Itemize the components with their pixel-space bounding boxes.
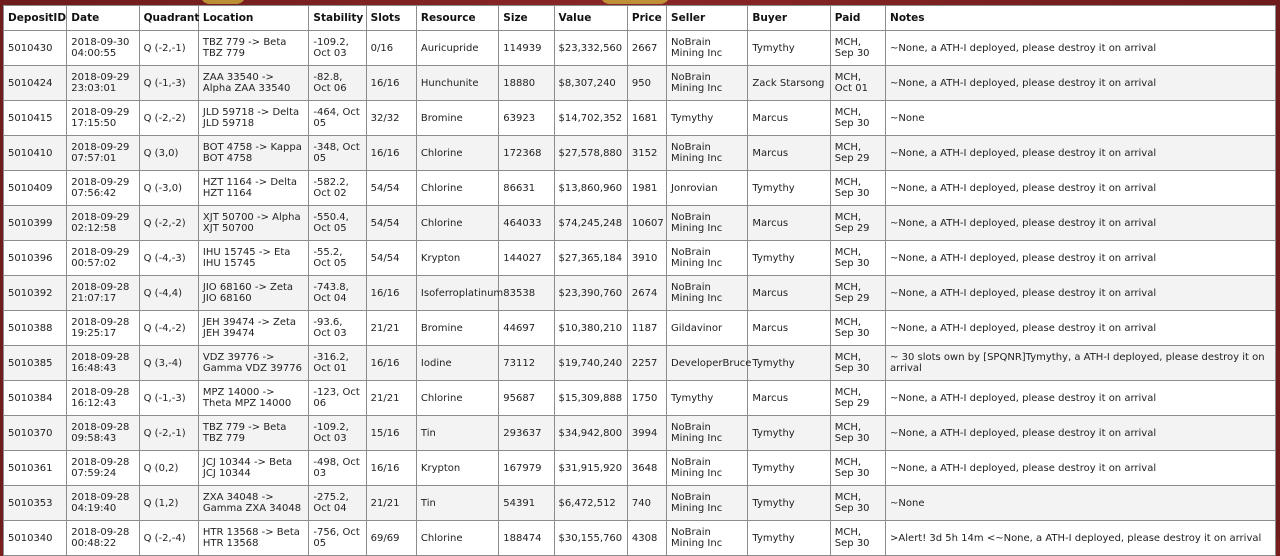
column-header-date[interactable]: Date xyxy=(67,6,139,31)
cell-location: JLD 59718 -> Delta JLD 59718 xyxy=(198,101,309,136)
cell-date: 2018-09-28 07:59:24 xyxy=(67,451,139,486)
cell-price: 4308 xyxy=(627,521,666,556)
cell-size: 167979 xyxy=(499,451,554,486)
cell-price: 1681 xyxy=(627,101,666,136)
cell-stability: -316.2, Oct 01 xyxy=(309,346,366,381)
cell-paid: MCH, Sep 29 xyxy=(830,276,885,311)
cell-location: JIO 68160 -> Zeta JIO 68160 xyxy=(198,276,309,311)
cell-date: 2018-09-28 19:25:17 xyxy=(67,311,139,346)
banner-emblem-decoration xyxy=(200,0,246,4)
cell-date: 2018-09-29 07:57:01 xyxy=(67,136,139,171)
cell-stability: -348, Oct 05 xyxy=(309,136,366,171)
cell-price: 740 xyxy=(627,486,666,521)
cell-stability: -55.2, Oct 05 xyxy=(309,241,366,276)
cell-stability: -82.8, Oct 06 xyxy=(309,66,366,101)
cell-quadrant: Q (1,2) xyxy=(139,486,198,521)
table-header-row xyxy=(4,6,1276,31)
cell-stability: -93.6, Oct 03 xyxy=(309,311,366,346)
cell-stability: -123, Oct 06 xyxy=(309,381,366,416)
cell-location: JEH 39474 -> Zeta JEH 39474 xyxy=(198,311,309,346)
cell-price: 10607 xyxy=(627,206,666,241)
cell-location: HTR 13568 -> Beta HTR 13568 xyxy=(198,521,309,556)
cell-stability: -550.4, Oct 05 xyxy=(309,206,366,241)
cell-seller: Gildavinor xyxy=(667,311,748,346)
cell-slots: 16/16 xyxy=(366,346,416,381)
cell-date: 2018-09-28 04:19:40 xyxy=(67,486,139,521)
column-header-depositid[interactable]: DepositID xyxy=(4,6,67,31)
cell-price: 3648 xyxy=(627,451,666,486)
cell-value: $6,472,512 xyxy=(554,486,627,521)
cell-value: $27,578,880 xyxy=(554,136,627,171)
cell-value: $30,155,760 xyxy=(554,521,627,556)
cell-paid: MCH, Sep 29 xyxy=(830,136,885,171)
cell-deposit-id: 5010385 xyxy=(4,346,67,381)
cell-deposit-id: 5010370 xyxy=(4,416,67,451)
cell-slots: 54/54 xyxy=(366,206,416,241)
cell-slots: 16/16 xyxy=(366,451,416,486)
cell-size: 293637 xyxy=(499,416,554,451)
column-header-size[interactable]: Size xyxy=(499,6,554,31)
cell-size: 73112 xyxy=(499,346,554,381)
cell-notes: ~ 30 slots own by [SPQNR]Tymythy, a ATH-I deployed, please destroy it on arrival xyxy=(886,346,1276,381)
cell-resource: Bromine xyxy=(416,101,498,136)
cell-slots: 21/21 xyxy=(366,381,416,416)
cell-deposit-id: 5010430 xyxy=(4,31,67,66)
cell-deposit-id: 5010396 xyxy=(4,241,67,276)
cell-slots: 16/16 xyxy=(366,66,416,101)
cell-paid: MCH, Sep 30 xyxy=(830,101,885,136)
cell-quadrant: Q (-2,-4) xyxy=(139,521,198,556)
cell-location: JCJ 10344 -> Beta JCJ 10344 xyxy=(198,451,309,486)
cell-stability: -109.2, Oct 03 xyxy=(309,31,366,66)
cell-deposit-id: 5010410 xyxy=(4,136,67,171)
cell-resource: Tin xyxy=(416,416,498,451)
cell-notes: ~None, a ATH-I deployed, please destroy it on arrival xyxy=(886,311,1276,346)
cell-notes: ~None xyxy=(886,101,1276,136)
cell-buyer: Tymythy xyxy=(748,241,830,276)
cell-resource: Krypton xyxy=(416,241,498,276)
cell-quadrant: Q (-4,4) xyxy=(139,276,198,311)
cell-size: 188474 xyxy=(499,521,554,556)
cell-deposit-id: 5010409 xyxy=(4,171,67,206)
cell-resource: Krypton xyxy=(416,451,498,486)
cell-slots: 21/21 xyxy=(366,311,416,346)
cell-slots: 32/32 xyxy=(366,101,416,136)
cell-quadrant: Q (-2,-1) xyxy=(139,416,198,451)
cell-slots: 15/16 xyxy=(366,416,416,451)
column-header-location[interactable]: Location xyxy=(198,6,309,31)
column-header-notes[interactable]: Notes xyxy=(886,6,1276,31)
cell-value: $27,365,184 xyxy=(554,241,627,276)
table-row[interactable] xyxy=(4,381,1276,416)
cell-buyer: Tymythy xyxy=(748,521,830,556)
cell-slots: 54/54 xyxy=(366,171,416,206)
cell-slots: 16/16 xyxy=(366,276,416,311)
cell-price: 2257 xyxy=(627,346,666,381)
cell-deposit-id: 5010384 xyxy=(4,381,67,416)
cell-stability: -498, Oct 03 xyxy=(309,451,366,486)
cell-paid: MCH, Sep 30 xyxy=(830,416,885,451)
cell-stability: -756, Oct 05 xyxy=(309,521,366,556)
cell-deposit-id: 5010361 xyxy=(4,451,67,486)
cell-buyer: Tymythy xyxy=(748,31,830,66)
cell-price: 950 xyxy=(627,66,666,101)
cell-buyer: Tymythy xyxy=(748,171,830,206)
cell-date: 2018-09-29 00:57:02 xyxy=(67,241,139,276)
cell-notes: ~None, a ATH-I deployed, please destroy it on arrival xyxy=(886,206,1276,241)
cell-paid: MCH, Sep 30 xyxy=(830,171,885,206)
cell-buyer: Zack Starsong xyxy=(748,66,830,101)
cell-seller: NoBrain Mining Inc xyxy=(667,241,748,276)
cell-notes: >Alert! 3d 5h 14m <~None, a ATH-I deployed, please destroy it on arrival xyxy=(886,521,1276,556)
table-row[interactable] xyxy=(4,521,1276,556)
cell-location: IHU 15745 -> Eta IHU 15745 xyxy=(198,241,309,276)
cell-paid: MCH, Oct 01 xyxy=(830,66,885,101)
cell-resource: Isoferroplatinum xyxy=(416,276,498,311)
cell-date: 2018-09-29 07:56:42 xyxy=(67,171,139,206)
cell-price: 1187 xyxy=(627,311,666,346)
cell-seller: NoBrain Mining Inc xyxy=(667,276,748,311)
cell-location: TBZ 779 -> Beta TBZ 779 xyxy=(198,416,309,451)
cell-location: BOT 4758 -> Kappa BOT 4758 xyxy=(198,136,309,171)
cell-buyer: Marcus xyxy=(748,276,830,311)
cell-buyer: Marcus xyxy=(748,381,830,416)
cell-date: 2018-09-28 16:48:43 xyxy=(67,346,139,381)
table-row[interactable] xyxy=(4,66,1276,101)
cell-quadrant: Q (3,-4) xyxy=(139,346,198,381)
cell-value: $31,915,920 xyxy=(554,451,627,486)
cell-buyer: Marcus xyxy=(748,311,830,346)
cell-value: $8,307,240 xyxy=(554,66,627,101)
cell-buyer: Marcus xyxy=(748,101,830,136)
table-row[interactable] xyxy=(4,416,1276,451)
cell-price: 3152 xyxy=(627,136,666,171)
cell-location: VDZ 39776 -> Gamma VDZ 39776 xyxy=(198,346,309,381)
table-row[interactable] xyxy=(4,241,1276,276)
cell-seller: NoBrain Mining Inc xyxy=(667,486,748,521)
cell-slots: 16/16 xyxy=(366,136,416,171)
cell-location: HZT 1164 -> Delta HZT 1164 xyxy=(198,171,309,206)
cell-deposit-id: 5010415 xyxy=(4,101,67,136)
cell-deposit-id: 5010353 xyxy=(4,486,67,521)
cell-notes: ~None, a ATH-I deployed, please destroy it on arrival xyxy=(886,381,1276,416)
column-header-value[interactable]: Value xyxy=(554,6,627,31)
cell-quadrant: Q (-2,-2) xyxy=(139,206,198,241)
cell-size: 172368 xyxy=(499,136,554,171)
cell-value: $23,332,560 xyxy=(554,31,627,66)
cell-date: 2018-09-28 21:07:17 xyxy=(67,276,139,311)
cell-notes: ~None, a ATH-I deployed, please destroy it on arrival xyxy=(886,276,1276,311)
cell-resource: Chlorine xyxy=(416,171,498,206)
cell-deposit-id: 5010392 xyxy=(4,276,67,311)
cell-seller: Tymythy xyxy=(667,101,748,136)
cell-seller: NoBrain Mining Inc xyxy=(667,451,748,486)
table-row[interactable] xyxy=(4,101,1276,136)
table-row[interactable] xyxy=(4,346,1276,381)
cell-seller: Jonrovian xyxy=(667,171,748,206)
cell-quadrant: Q (0,2) xyxy=(139,451,198,486)
cell-size: 83538 xyxy=(499,276,554,311)
cell-paid: MCH, Sep 29 xyxy=(830,206,885,241)
cell-paid: MCH, Sep 30 xyxy=(830,521,885,556)
cell-size: 95687 xyxy=(499,381,554,416)
cell-slots: 54/54 xyxy=(366,241,416,276)
cell-value: $19,740,240 xyxy=(554,346,627,381)
table-row[interactable] xyxy=(4,451,1276,486)
cell-seller: NoBrain Mining Inc xyxy=(667,416,748,451)
cell-notes: ~None, a ATH-I deployed, please destroy it on arrival xyxy=(886,171,1276,206)
cell-size: 54391 xyxy=(499,486,554,521)
cell-location: ZAA 33540 -> Alpha ZAA 33540 xyxy=(198,66,309,101)
cell-paid: MCH, Sep 30 xyxy=(830,451,885,486)
cell-paid: MCH, Sep 30 xyxy=(830,31,885,66)
cell-resource: Auricupride xyxy=(416,31,498,66)
cell-notes: ~None xyxy=(886,486,1276,521)
cell-location: ZXA 34048 -> Gamma ZXA 34048 xyxy=(198,486,309,521)
cell-size: 63923 xyxy=(499,101,554,136)
cell-buyer: Tymythy xyxy=(748,451,830,486)
column-header-slots[interactable]: Slots xyxy=(366,6,416,31)
column-header-seller[interactable]: Seller xyxy=(667,6,748,31)
cell-resource: Hunchunite xyxy=(416,66,498,101)
cell-notes: ~None, a ATH-I deployed, please destroy it on arrival xyxy=(886,416,1276,451)
cell-notes: ~None, a ATH-I deployed, please destroy it on arrival xyxy=(886,31,1276,66)
cell-quadrant: Q (-4,-3) xyxy=(139,241,198,276)
cell-slots: 69/69 xyxy=(366,521,416,556)
cell-value: $74,245,248 xyxy=(554,206,627,241)
cell-quadrant: Q (-4,-2) xyxy=(139,311,198,346)
cell-stability: -275.2, Oct 04 xyxy=(309,486,366,521)
cell-date: 2018-09-30 04:00:55 xyxy=(67,31,139,66)
cell-value: $13,860,960 xyxy=(554,171,627,206)
cell-buyer: Marcus xyxy=(748,136,830,171)
cell-location: MPZ 14000 -> Theta MPZ 14000 xyxy=(198,381,309,416)
cell-value: $10,380,210 xyxy=(554,311,627,346)
cell-slots: 0/16 xyxy=(366,31,416,66)
cell-notes: ~None, a ATH-I deployed, please destroy it on arrival xyxy=(886,136,1276,171)
cell-resource: Tin xyxy=(416,486,498,521)
cell-seller: NoBrain Mining Inc xyxy=(667,206,748,241)
cell-deposit-id: 5010424 xyxy=(4,66,67,101)
column-header-paid[interactable]: Paid xyxy=(830,6,885,31)
cell-resource: Bromine xyxy=(416,311,498,346)
cell-notes: ~None, a ATH-I deployed, please destroy it on arrival xyxy=(886,451,1276,486)
cell-date: 2018-09-28 16:12:43 xyxy=(67,381,139,416)
cell-value: $15,309,888 xyxy=(554,381,627,416)
cell-paid: MCH, Sep 30 xyxy=(830,241,885,276)
cell-date: 2018-09-28 00:48:22 xyxy=(67,521,139,556)
cell-quadrant: Q (-3,0) xyxy=(139,171,198,206)
cell-seller: NoBrain Mining Inc xyxy=(667,521,748,556)
cell-notes: ~None, a ATH-I deployed, please destroy it on arrival xyxy=(886,241,1276,276)
cell-slots: 21/21 xyxy=(366,486,416,521)
cell-deposit-id: 5010388 xyxy=(4,311,67,346)
cell-deposit-id: 5010399 xyxy=(4,206,67,241)
cell-quadrant: Q (-1,-3) xyxy=(139,66,198,101)
cell-value: $34,942,800 xyxy=(554,416,627,451)
table-row[interactable] xyxy=(4,486,1276,521)
cell-quadrant: Q (-2,-1) xyxy=(139,31,198,66)
cell-paid: MCH, Sep 30 xyxy=(830,311,885,346)
cell-stability: -464, Oct 05 xyxy=(309,101,366,136)
cell-location: TBZ 779 -> Beta TBZ 779 xyxy=(198,31,309,66)
cell-size: 464033 xyxy=(499,206,554,241)
cell-value: $23,390,760 xyxy=(554,276,627,311)
table-body xyxy=(4,31,1276,556)
cell-date: 2018-09-29 02:12:58 xyxy=(67,206,139,241)
cell-date: 2018-09-28 09:58:43 xyxy=(67,416,139,451)
cell-seller: Tymythy xyxy=(667,381,748,416)
cell-price: 2674 xyxy=(627,276,666,311)
cell-stability: -109.2, Oct 03 xyxy=(309,416,366,451)
table-row[interactable] xyxy=(4,276,1276,311)
cell-resource: Chlorine xyxy=(416,381,498,416)
column-header-price[interactable]: Price xyxy=(627,6,666,31)
cell-paid: MCH, Sep 30 xyxy=(830,346,885,381)
cell-buyer: Tymythy xyxy=(748,346,830,381)
cell-price: 1750 xyxy=(627,381,666,416)
column-header-stability[interactable]: Stability xyxy=(309,6,366,31)
banner-emblem-decoration xyxy=(600,0,670,4)
cell-resource: Chlorine xyxy=(416,136,498,171)
cell-price: 2667 xyxy=(627,31,666,66)
cell-resource: Chlorine xyxy=(416,521,498,556)
cell-stability: -743.8, Oct 04 xyxy=(309,276,366,311)
deposits-table-container xyxy=(3,5,1276,556)
cell-buyer: Marcus xyxy=(748,206,830,241)
cell-seller: NoBrain Mining Inc xyxy=(667,66,748,101)
cell-price: 3910 xyxy=(627,241,666,276)
table-row[interactable] xyxy=(4,206,1276,241)
cell-quadrant: Q (3,0) xyxy=(139,136,198,171)
cell-resource: Iodine xyxy=(416,346,498,381)
table-row[interactable] xyxy=(4,31,1276,66)
cell-price: 1981 xyxy=(627,171,666,206)
column-header-resource[interactable]: Resource xyxy=(416,6,498,31)
cell-size: 18880 xyxy=(499,66,554,101)
cell-seller: NoBrain Mining Inc xyxy=(667,136,748,171)
cell-price: 3994 xyxy=(627,416,666,451)
cell-quadrant: Q (-2,-2) xyxy=(139,101,198,136)
column-header-buyer[interactable]: Buyer xyxy=(748,6,830,31)
cell-date: 2018-09-29 17:15:50 xyxy=(67,101,139,136)
cell-notes: ~None, a ATH-I deployed, please destroy it on arrival xyxy=(886,66,1276,101)
cell-paid: MCH, Sep 29 xyxy=(830,381,885,416)
cell-resource: Chlorine xyxy=(416,206,498,241)
cell-size: 114939 xyxy=(499,31,554,66)
cell-buyer: Tymythy xyxy=(748,416,830,451)
cell-seller: DeveloperBruce xyxy=(667,346,748,381)
cell-size: 44697 xyxy=(499,311,554,346)
cell-seller: NoBrain Mining Inc xyxy=(667,31,748,66)
cell-buyer: Tymythy xyxy=(748,486,830,521)
cell-date: 2018-09-29 23:03:01 xyxy=(67,66,139,101)
cell-value: $14,702,352 xyxy=(554,101,627,136)
column-header-quadrant[interactable]: Quadrant xyxy=(139,6,198,31)
deposits-table xyxy=(3,5,1276,556)
cell-location: XJT 50700 -> Alpha XJT 50700 xyxy=(198,206,309,241)
cell-size: 86631 xyxy=(499,171,554,206)
table-row[interactable] xyxy=(4,311,1276,346)
cell-deposit-id: 5010340 xyxy=(4,521,67,556)
table-row[interactable] xyxy=(4,136,1276,171)
table-row[interactable] xyxy=(4,171,1276,206)
cell-size: 144027 xyxy=(499,241,554,276)
cell-quadrant: Q (-1,-3) xyxy=(139,381,198,416)
cell-paid: MCH, Sep 30 xyxy=(830,486,885,521)
cell-stability: -582.2, Oct 02 xyxy=(309,171,366,206)
